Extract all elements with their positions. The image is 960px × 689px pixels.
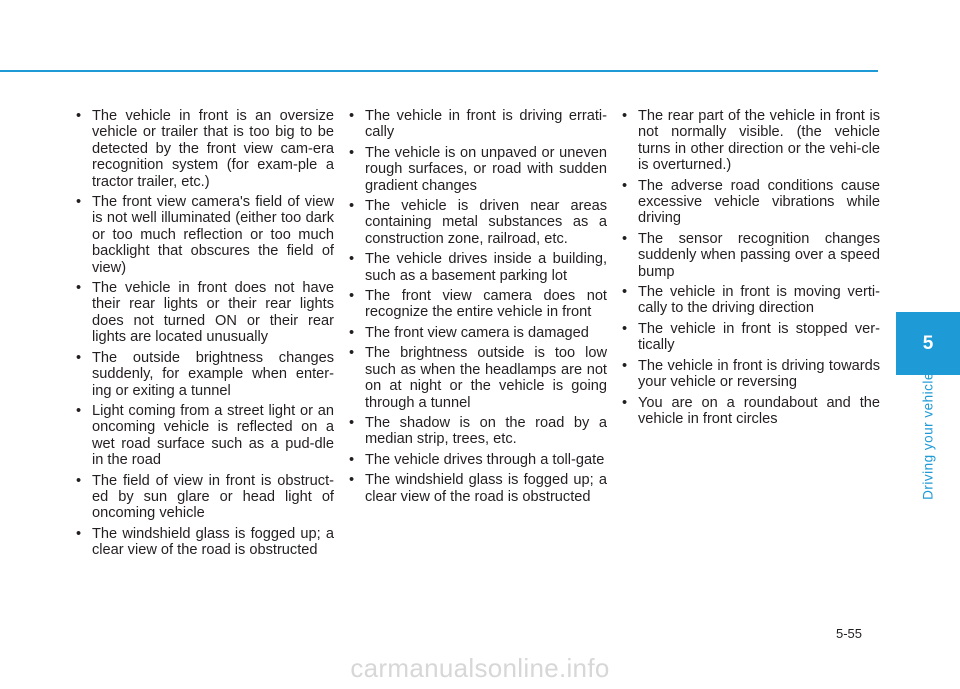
list-item: • The vehicle drives inside a building, such as a basement parking lot (349, 251, 607, 284)
list-item: • The windshield glass is fogged up; a clear view of the road is obstructed (76, 526, 334, 559)
list-item: • The shadow is on the road by a median strip, trees, etc. (349, 415, 607, 448)
list-item: • The vehicle is driven near areas containing metal substances as a construction zone, railroad, etc. (349, 198, 607, 247)
list-item: • Light coming from a street light or an oncoming vehicle is reflected on a wet road surface such as a pud-dle in the road (76, 403, 334, 469)
chapter-number: 5 (922, 332, 934, 354)
list-item: • The vehicle is on unpaved or uneven rough surfaces, or road with sudden gradient changes (349, 145, 607, 194)
list-item: • The windshield glass is fogged up; a clear view of the road is obstructed (349, 472, 607, 505)
list-item: • You are on a roundabout and the vehicle in front circles (622, 395, 880, 428)
list-item: • The front view camera does not recognize the entire vehicle in front (349, 288, 607, 321)
bullet-list-column-2 (349, 108, 607, 509)
list-item: • The vehicle drives through a toll-gate (349, 452, 607, 468)
chapter-number-tab (896, 312, 960, 375)
list-item: • The vehicle in front is an oversize vehicle or trailer that is too big to be detected by the front view cam-era recognition system (for exam-ple a tractor trailer, etc.) (76, 108, 334, 190)
list-item: • The outside brightness changes suddenly, for example when enter-ing or exiting a tunnel (76, 350, 334, 399)
header-rule (0, 70, 878, 72)
list-item: • The vehicle in front is driving towards your vehicle or reversing (622, 358, 880, 391)
list-item: • The front view camera is damaged (349, 325, 607, 341)
list-item: • The brightness outside is too low such as when the headlamps are not on at night or the vehicle is going through a tunnel (349, 345, 607, 411)
list-item: • The vehicle in front is stopped ver-tically (622, 321, 880, 354)
list-item: • The sensor recognition changes suddenly when passing over a speed bump (622, 231, 880, 280)
watermark-text: carmanualsonline.info (350, 653, 610, 683)
list-item: • The field of view in front is obstruct-ed by sun glare or head light of oncoming vehicle (76, 473, 334, 522)
list-item: • The vehicle in front is moving verti-cally to the driving direction (622, 284, 880, 317)
bullet-list-column-3 (622, 108, 880, 431)
list-item: • The front view camera's field of view is not well illuminated (either too dark or too much reflection or too much backlight that obscures the field of view) (76, 194, 334, 276)
bullet-list-column-1 (76, 108, 334, 563)
list-item: • The adverse road conditions cause excessive vehicle vibrations while driving (622, 178, 880, 227)
page-number: 5-55 (836, 626, 863, 641)
list-item: • The vehicle in front does not have their rear lights or their rear lights does not turned ON or their rear lights are located unusually (76, 280, 334, 346)
list-item: • The rear part of the vehicle in front is not normally visible. (the vehicle turns in other direction or the vehi-cle is overturned.) (622, 108, 880, 174)
list-item: • The vehicle in front is driving errati-cally (349, 108, 607, 141)
chapter-title: Driving your vehicle (920, 372, 936, 500)
